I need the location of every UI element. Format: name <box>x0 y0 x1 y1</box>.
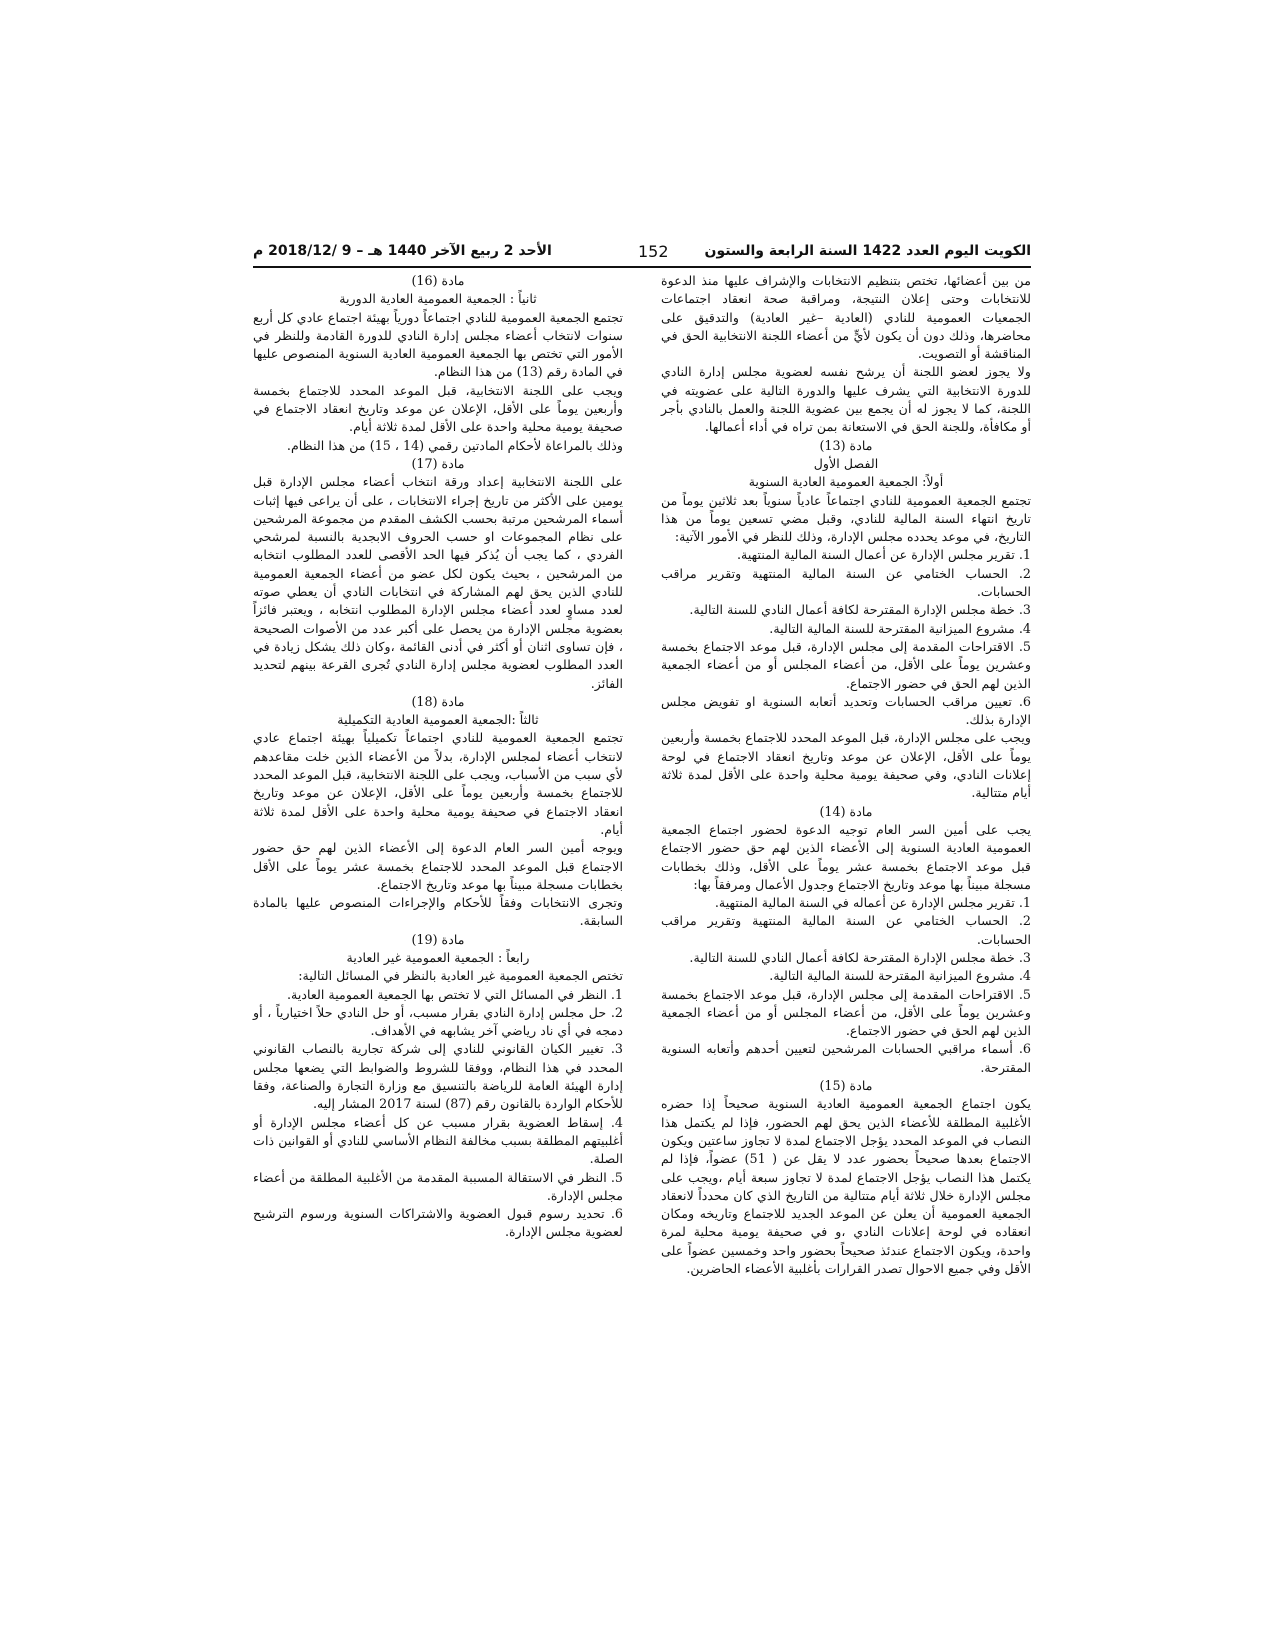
section-heading: مادة (16) <box>411 273 465 288</box>
list-item: 1. تقرير مجلس الإدارة عن أعمال السنة المالية المنتهية. <box>737 547 1031 563</box>
section-heading: مادة (17) <box>411 455 465 471</box>
paragraph: 2. حل مجلس إدارة النادي بقرار مسبب، أو حل النادي حلاً اختيارياً ، أو دمجه في أي ناد رياضي آخر يشابهه في الأهداف. <box>253 1004 623 1039</box>
paragraph: ويجب على مجلس الإدارة، قبل الموعد المحدد للاجتماع بخمسة وأربعين يوماً على الأقل، الإعلان عن موعد وتاريخ انعقاد الاجتماع في لوحة إعلانات النادي، وفي صحيفة يومية محلية واحدة على الأقل لمدة ثلاثة أيام متتالية. <box>661 730 1031 801</box>
list-item: 2. الحساب الختامي عن السنة المالية المنتهية وتقرير مراقب الحسابات. <box>661 565 1031 600</box>
paragraph: 5. الاقتراحات المقدمة إلى مجلس الإدارة، قبل موعد الاجتماع بخمسة وعشرين يوماً على الأقل، من أعضاء المجلس أو من أعضاء الجمعية الذين لهم الحق في حضور الاجتماع. <box>661 986 1031 1039</box>
list-item: وذلك بالمراعاة لأحكام المادتين رقمي (14 ، 15) من هذا النظام. <box>286 437 623 453</box>
paragraph: ولا يجوز لعضو اللجنة أن يرشح نفسه لعضوية مجلس إدارة النادي للدورة الانتخابية التي يشرف عليها والدورة التالية على عضويته في اللجنة، كما لا يجوز له أن يجمع بين عضوية اللجنة والعمل بالنادي بأجر أو مكافأة، وللجنة الحق في الاستعانة بمن تراه في أداء أعمالها. <box>661 364 1031 435</box>
section-heading: مادة (13) <box>819 437 873 453</box>
paragraph: يجب على أمين السر العام توجيه الدعوة لحضور اجتماع الجمعية العمومية العادية السنوية إلى الأعضاء الذين لهم حق حضور الاجتماع قبل موعد الاجتماع بخمسة عشر يوماً على الأقل، وذلك بخطابات مسجلة مبيناً بها موعد وتاريخ الاجتماع وجدول الأعمال ومرفقاً بها: <box>661 821 1031 892</box>
paragraph: 5. الاقتراحات المقدمة إلى مجلس الإدارة، قبل موعد الاجتماع بخمسة وعشرين يوماً على الأقل، من أعضاء المجلس أو من أعضاء الجمعية الذين لهم الحق في حضور الاجتماع. <box>661 638 1031 691</box>
section-heading: أولاً: الجمعية العمومية العادية السنوية <box>748 474 944 490</box>
list-item: 3. خطة مجلس الإدارة المقترحة لكافة أعمال النادي للسنة التالية. <box>689 602 1031 618</box>
section-heading: ثالثاً :الجمعية العمومية العادية التكميلية <box>337 712 539 728</box>
paragraph: 6. تحديد رسوم قبول العضوية والاشتراكات السنوية ورسوم الترشيح لعضوية مجلس الإدارة. <box>253 1206 623 1240</box>
section-heading: رابعاً : الجمعية العمومية غير العادية <box>346 949 530 965</box>
section-heading: مادة (15) <box>819 1078 873 1094</box>
issue-date: الأحد 2 ربيع الآخر 1440 هـ – 9 /2018/12 م <box>253 243 552 259</box>
publication-title: الكويت اليوم العدد 1422 السنة الرابعة والستون <box>704 243 1031 259</box>
paragraph: تجتمع الجمعية العمومية للنادي اجتماعاً دورياً بهيئة اجتماع عادي كل أربع سنوات لانتخاب أعضاء مجلس إدارة النادي للدورة القادمة وللنظر في الأمور التي تختص بها الجمعية العمومية العادية السنوية المنصوص عليها في المادة رقم (13) من هذا النظام. <box>253 309 623 380</box>
paragraph: ويجب على اللجنة الانتخابية، قبل الموعد المحدد للاجتماع بخمسة وأربعين يوماً على الأقل، الإعلان عن موعد وتاريخ انعقاد الاجتماع في صحيفة يومية محلية واحدة على الأقل لمدة ثلاثة أيام. <box>253 382 623 435</box>
list-item: 2. الحساب الختامي عن السنة المالية المنتهية وتقرير مراقب الحسابات. <box>661 913 1031 947</box>
section-heading: مادة (14) <box>819 803 873 819</box>
paragraph: تجتمع الجمعية العمومية للنادي اجتماعاً تكميلياً بهيئة اجتماع عادي لانتخاب أعضاء لمجلس الإدارة، بدلاً من الأعضاء الذين خلت مقاعدهم لأي سبب من الأسباب، ويجب على اللجنة الانتخابية، قبل الموعد المحدد للاجتماع بخمسة وأربعين يوماً على الأقل، الإعلان عن موعد وتاريخ انعقاد الاجتماع في صحيفة يومية محلية واحدة على الأقل لمدة ثلاثة أيام. <box>253 730 623 837</box>
list-item: 4. مشروع الميزانية المقترحة للسنة المالية التالية. <box>769 968 1031 984</box>
right-column <box>661 272 1031 1278</box>
list-item: 3. خطة مجلس الإدارة المقترحة لكافة أعمال النادي للسنة التالية. <box>689 949 1031 965</box>
list-item: تختص الجمعية العمومية غير العادية بالنظر في المسائل التالية: <box>298 968 623 984</box>
paragraph: ويوجه أمين السر العام الدعوة إلى الأعضاء الذين لهم حق حضور الاجتماع قبل الموعد المحدد للاجتماع بخمسة عشر يوماً على الأقل بخطابات مسجلة مبيناً بها موعد وتاريخ الاجتماع. <box>253 840 623 892</box>
paragraph: 3. تغيير الكيان القانوني للنادي إلى شركة تجارية بالنصاب القانوني المحدد في هذا النظام، ووفقا للشروط والضوابط التي يضعها مجلس إدارة الهيئة العامة للرياضة بالتنسيق مع وزارة التجارة والصناعة، وفقا للأحكام الواردة بالقانون رقم (87) لسنة 2017 المشار إليه. <box>253 1041 623 1112</box>
left-column <box>253 272 623 1242</box>
section-heading: ثانياً : الجمعية العمومية العادية الدورية <box>339 291 537 307</box>
section-heading: مادة (19) <box>411 931 465 947</box>
list-item: 1. تقرير مجلس الإدارة عن أعماله في السنة المالية المنتهية. <box>714 895 1031 911</box>
paragraph: 5. النظر في الاستقالة المسببة المقدمة من الأغلبية المطلقة من أعضاء مجلس الإدارة. <box>253 1169 623 1203</box>
paragraph: تجتمع الجمعية العمومية للنادي اجتماعاً عادياً سنوياً بعد ثلاثين يوماً من تاريخ انتهاء السنة المالية للنادي، وقبل مضي تسعين يوماً من هذا التاريخ، في موعد يحدده مجلس الإدارة، وذلك للنظر في الأمور الآتية: <box>661 492 1031 545</box>
list-item: 1. النظر في المسائل التي لا تختص بها الجمعية العمومية العادية. <box>286 986 623 1002</box>
section-heading: مادة (18) <box>411 693 465 709</box>
list-item: 6. أسماء مراقبي الحسابات المرشحين لتعيين أحدهم وأتعابه السنوية المقترحة. <box>661 1041 1031 1075</box>
paragraph: 4. إسقاط العضوية بقرار مسبب عن كل أعضاء مجلس الإدارة أو أغلبيتهم المطلقة بسبب مخالفة النظام الأساسي للنادي أو القوانين ذات الصلة. <box>253 1114 623 1167</box>
page-number: 152 <box>638 242 669 261</box>
paragraph: 6. تعيين مراقب الحسابات وتحديد أتعابه السنوية او تفويض مجلس الإدارة بذلك. <box>661 693 1031 728</box>
list-item: 4. مشروع الميزانية المقترحة للسنة المالية التالية. <box>769 620 1031 636</box>
page-header <box>253 240 1031 268</box>
paragraph: يكون اجتماع الجمعية العمومية العادية السنوية صحيحاً إذا حضره الأغلبية المطلقة للأعضاء الذين يحق لهم الحضور، فإذا لم يكتمل هذا النصاب في الموعد المحدد يؤجل الاجتماع لمدة لا تجاوز ساعتين ويكون الاجتماع بعدها صحيحاً بحضور عدد لا يقل عن ( 51) عضواً، فإذا لم يكتمل هذا النصاب يؤجل الاجتماع لمدة لا تجاوز سبعة أيام ،ويجب على مجلس الإدارة خلال ثلاثة أيام متتالية من التاريخ الذي كان محدداً لانعقاد الجمعية العمومية أن يعلن عن الموعد الجديد للاجتماع وتاريخه ومكان انعقاده في لوحة إعلانات النادي ،و في صحيفة يومية محلية لمرة واحدة، ويكون الاجتماع عندئذ صحيحاً بحضور واحد وخمسين عضواً على الأقل وفي جميع الاحوال تصدر القرارات بأغلبية الأعضاء الحاضرين. <box>661 1096 1031 1277</box>
section-heading: الفصل الأول <box>813 455 879 471</box>
paragraph: على اللجنة الانتخابية إعداد ورقة انتخاب أعضاء مجلس الإدارة قبل يومين على الأكثر من تاريخ إجراء الانتخابات ، على أن يراعى فيها إثبات أسماء المرشحين مرتبة بحسب الكشف المقدم من مجموعة المرشحين على نظام المجموعات او حسب الحروف الابجدية بالنسبة لمرشحي الفردي ، كما يجب أن يُذكر فيها الحد الأقصى للعدد المطلوب انتخابه من المرشحين ، بحيث يكون لكل عضو من أعضاء الجمعية العمومية للنادي الذين يحق لهم المشاركة في انتخابات النادي أن يعطي صوته لعدد مساوٍ لعدد أعضاء مجلس الإدارة المطلوب انتخابه ، ويعتبر فائزاً بعضوية مجلس الإدارة من يحصل على أكبر عدد من الأصوات الصحيحة ، فإن تساوى اثنان أو أكثر في أدنى القائمة ،وكان ذلك يشكل زيادة في العدد المطلوب لعضوية مجلس إدارة النادي تُجرى القرعة بينهم لتحديد الفائز. <box>253 474 623 691</box>
paragraph: من بين أعضائها، تختص بتنظيم الانتخابات والإشراف عليها منذ الدعوة للانتخابات وحتى إعلان النتيجة، ومراقبة صحة انعقاد اجتماعات الجمعيات العمومية للنادي (العادية –غير العادية) والتدقيق على محاضرها، وذلك دون أن يكون لأيٍّ من أعضاء اللجنة الانتخابية الحق في المناقشة أو التصويت. <box>661 273 1031 362</box>
paragraph: وتجرى الانتخابات وفقاً للأحكام والإجراءات المنصوص عليها بالمادة السابقة. <box>253 895 623 929</box>
